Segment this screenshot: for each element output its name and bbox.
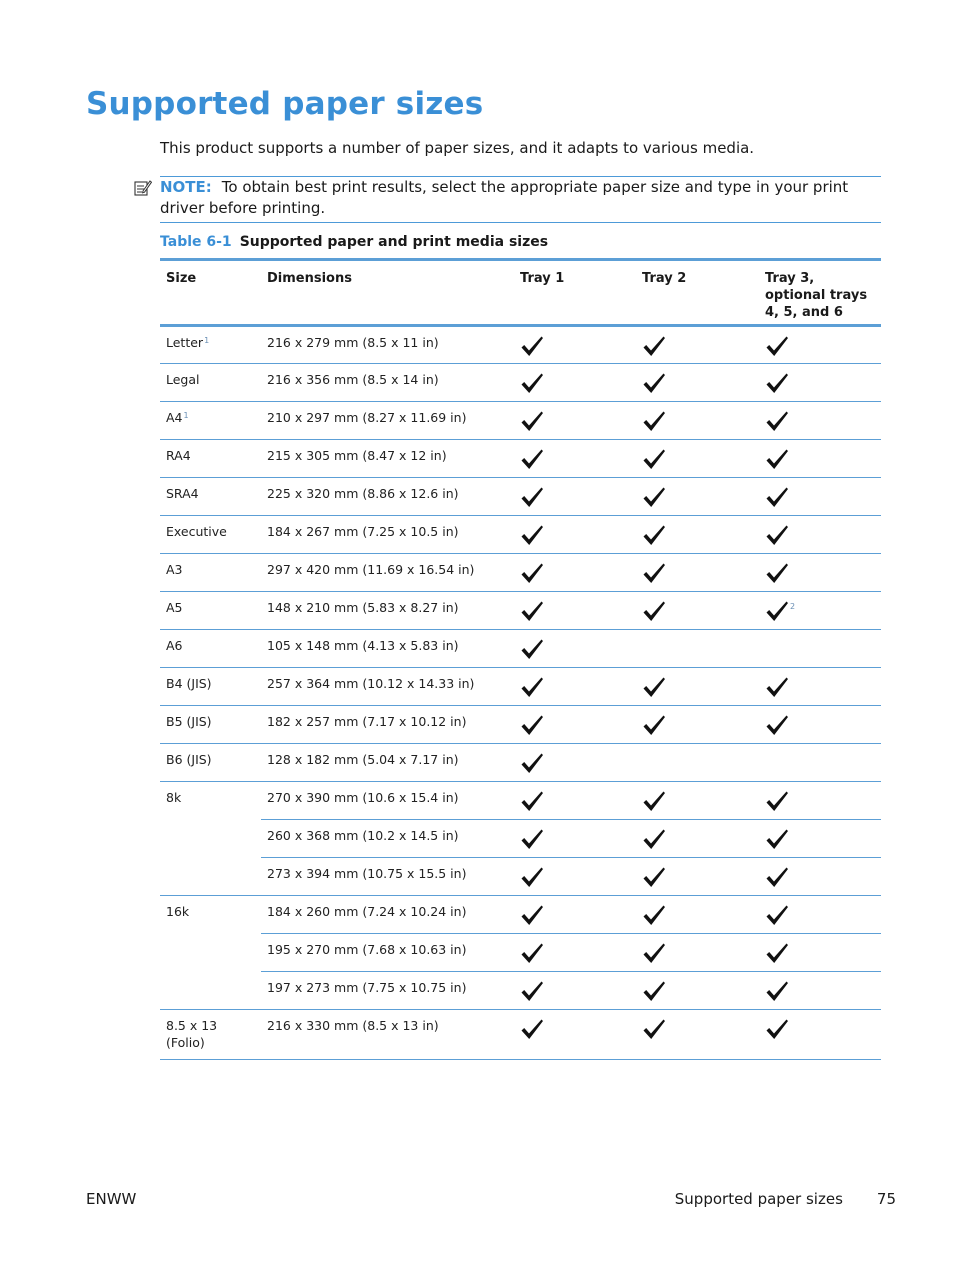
check-mark-icon <box>520 676 544 698</box>
check-mark-icon <box>520 372 544 394</box>
note-text: To obtain best print results, select the appropriate paper size and type in your print driver before printing. <box>160 178 849 217</box>
cell-tray-1 <box>514 440 636 478</box>
check-mark-icon <box>765 1018 789 1040</box>
cell-tray-2 <box>636 364 759 402</box>
note-pencil-icon <box>134 179 152 197</box>
cell-tray-1 <box>514 630 636 668</box>
cell-tray-3 <box>759 744 881 782</box>
table-row <box>160 744 881 782</box>
cell-tray-2 <box>636 554 759 592</box>
cell-dimensions: 216 x 279 mm (8.5 x 11 in) <box>261 326 514 364</box>
cell-tray-2 <box>636 592 759 630</box>
cell-tray-3 <box>759 896 881 934</box>
check-mark-icon <box>765 714 789 736</box>
check-mark-icon <box>642 524 666 546</box>
table-row <box>160 896 881 934</box>
cell-tray-1 <box>514 782 636 820</box>
cell-dimensions: 273 x 394 mm (10.75 x 15.5 in) <box>261 858 514 896</box>
cell-dimensions: 197 x 273 mm (7.75 x 10.75 in) <box>261 972 514 1010</box>
note-label: NOTE: <box>160 178 212 196</box>
check-mark-icon <box>520 1018 544 1040</box>
check-mark-icon <box>642 410 666 432</box>
cell-size <box>160 820 261 858</box>
cell-tray-1 <box>514 706 636 744</box>
cell-size <box>160 782 261 820</box>
check-mark-icon <box>765 904 789 926</box>
cell-tray-1 <box>514 668 636 706</box>
cell-tray-2 <box>636 326 759 364</box>
cell-dimensions: 257 x 364 mm (10.12 x 14.33 in) <box>261 668 514 706</box>
cell-tray-3 <box>759 592 881 630</box>
check-mark-icon <box>520 562 544 584</box>
check-mark-icon <box>765 335 789 357</box>
size-label: A5 <box>166 600 183 615</box>
intro-paragraph: This product supports a number of paper sizes, and it adapts to various media. <box>160 139 755 157</box>
check-mark-icon <box>642 448 666 470</box>
table-caption <box>160 234 548 250</box>
check-mark-icon <box>520 638 544 660</box>
table-row <box>160 516 881 554</box>
check-mark-icon <box>520 790 544 812</box>
cell-tray-2 <box>636 820 759 858</box>
cell-dimensions: 184 x 267 mm (7.25 x 10.5 in) <box>261 516 514 554</box>
check-mark-icon <box>520 448 544 470</box>
table-row <box>160 402 881 440</box>
header-size: Size <box>160 260 261 326</box>
cell-tray-3 <box>759 668 881 706</box>
check-mark-icon <box>642 828 666 850</box>
check-mark-icon <box>520 752 544 774</box>
cell-size <box>160 896 261 934</box>
check-mark-icon <box>520 524 544 546</box>
cell-tray-2 <box>636 896 759 934</box>
cell-tray-1 <box>514 1010 636 1060</box>
table-row <box>160 782 881 820</box>
page-number: 75 <box>876 1190 896 1208</box>
cell-tray-1 <box>514 744 636 782</box>
cell-size <box>160 934 261 972</box>
size-label: B6 (JIS) <box>166 752 212 767</box>
size-label: B4 (JIS) <box>166 676 212 691</box>
cell-tray-2 <box>636 782 759 820</box>
cell-size <box>160 1010 261 1060</box>
header-tray-2: Tray 2 <box>636 260 759 326</box>
cell-tray-2 <box>636 440 759 478</box>
check-mark-icon <box>642 866 666 888</box>
note-box <box>160 176 881 223</box>
cell-tray-3 <box>759 1010 881 1060</box>
cell-tray-3 <box>759 782 881 820</box>
table-row <box>160 478 881 516</box>
check-mark-icon <box>642 486 666 508</box>
check-mark-icon <box>520 600 544 622</box>
cell-tray-2 <box>636 630 759 668</box>
cell-dimensions: 210 x 297 mm (8.27 x 11.69 in) <box>261 402 514 440</box>
footnote-marker[interactable]: 2 <box>790 602 796 611</box>
cell-dimensions: 195 x 270 mm (7.68 x 10.63 in) <box>261 934 514 972</box>
cell-tray-2 <box>636 744 759 782</box>
cell-tray-2 <box>636 1010 759 1060</box>
check-mark-icon <box>520 335 544 357</box>
check-mark-icon <box>520 980 544 1002</box>
check-mark-icon <box>642 714 666 736</box>
cell-tray-1 <box>514 896 636 934</box>
cell-tray-3 <box>759 402 881 440</box>
cell-size <box>160 668 261 706</box>
cell-tray-3 <box>759 820 881 858</box>
cell-dimensions: 128 x 182 mm (5.04 x 7.17 in) <box>261 744 514 782</box>
table-row <box>160 972 881 1010</box>
table-row <box>160 934 881 972</box>
check-mark-icon <box>642 600 666 622</box>
cell-tray-1 <box>514 326 636 364</box>
cell-size <box>160 744 261 782</box>
cell-dimensions: 184 x 260 mm (7.24 x 10.24 in) <box>261 896 514 934</box>
paper-sizes-table <box>160 258 881 1060</box>
check-mark-icon <box>642 372 666 394</box>
size-label: A4 <box>166 410 183 425</box>
check-mark-icon <box>642 1018 666 1040</box>
check-mark-icon <box>765 676 789 698</box>
check-mark-icon <box>520 410 544 432</box>
check-mark-icon <box>765 524 789 546</box>
table-row <box>160 364 881 402</box>
table-caption-number: Table 6-1 <box>160 234 232 250</box>
cell-dimensions: 215 x 305 mm (8.47 x 12 in) <box>261 440 514 478</box>
cell-tray-1 <box>514 402 636 440</box>
cell-tray-3 <box>759 478 881 516</box>
table-row <box>160 554 881 592</box>
size-label: Legal <box>166 372 200 387</box>
cell-tray-1 <box>514 554 636 592</box>
check-mark-icon <box>765 410 789 432</box>
check-mark-icon <box>765 562 789 584</box>
cell-size <box>160 516 261 554</box>
table-header-row <box>160 260 881 326</box>
cell-tray-2 <box>636 668 759 706</box>
check-mark-icon <box>642 904 666 926</box>
cell-size <box>160 592 261 630</box>
cell-size <box>160 364 261 402</box>
header-tray-3: Tray 3, optional trays 4, 5, and 6 <box>759 260 881 326</box>
cell-size <box>160 858 261 896</box>
footer-section: Supported paper sizes <box>674 1190 843 1208</box>
check-mark-icon <box>520 904 544 926</box>
check-mark-icon <box>642 980 666 1002</box>
size-label: (Folio) <box>166 1035 205 1050</box>
cell-tray-1 <box>514 934 636 972</box>
size-label: 8.5 x 13 <box>166 1018 218 1033</box>
cell-tray-3 <box>759 554 881 592</box>
table-row <box>160 858 881 896</box>
cell-tray-1 <box>514 820 636 858</box>
cell-tray-2 <box>636 972 759 1010</box>
size-label: SRA4 <box>166 486 199 501</box>
cell-size <box>160 630 261 668</box>
cell-tray-3 <box>759 858 881 896</box>
check-mark-icon <box>765 790 789 812</box>
cell-tray-3 <box>759 364 881 402</box>
check-mark-icon <box>765 980 789 1002</box>
table-row <box>160 326 881 364</box>
cell-tray-3 <box>759 326 881 364</box>
cell-tray-2 <box>636 706 759 744</box>
table-body <box>160 326 881 1060</box>
check-mark-icon <box>765 448 789 470</box>
cell-dimensions: 260 x 368 mm (10.2 x 14.5 in) <box>261 820 514 858</box>
cell-tray-3 <box>759 972 881 1010</box>
size-label: A6 <box>166 638 183 653</box>
cell-dimensions: 270 x 390 mm (10.6 x 15.4 in) <box>261 782 514 820</box>
footer-left: ENWW <box>86 1190 137 1208</box>
check-mark-icon <box>765 372 789 394</box>
cell-tray-1 <box>514 972 636 1010</box>
check-mark-icon <box>642 676 666 698</box>
header-dimensions: Dimensions <box>261 260 514 326</box>
check-mark-icon <box>520 828 544 850</box>
check-mark-icon <box>520 714 544 736</box>
size-label: 8k <box>166 790 182 805</box>
check-mark-icon <box>765 942 789 964</box>
size-label: Executive <box>166 524 227 539</box>
footer-right <box>675 1190 896 1208</box>
check-mark-icon <box>765 486 789 508</box>
footnote-marker[interactable]: 1 <box>183 411 189 420</box>
size-label: RA4 <box>166 448 191 463</box>
size-label: B5 (JIS) <box>166 714 212 729</box>
check-mark-icon <box>765 866 789 888</box>
table-row <box>160 820 881 858</box>
size-label: 16k <box>166 904 190 919</box>
cell-tray-2 <box>636 516 759 554</box>
cell-dimensions: 182 x 257 mm (7.17 x 10.12 in) <box>261 706 514 744</box>
cell-tray-2 <box>636 858 759 896</box>
header-tray-1: Tray 1 <box>514 260 636 326</box>
table-row <box>160 592 881 630</box>
check-mark-icon <box>520 942 544 964</box>
footnote-marker[interactable]: 1 <box>204 336 210 345</box>
cell-tray-1 <box>514 364 636 402</box>
cell-dimensions: 105 x 148 mm (4.13 x 5.83 in) <box>261 630 514 668</box>
check-mark-icon <box>642 790 666 812</box>
table-caption-title: Supported paper and print media sizes <box>239 234 549 250</box>
cell-tray-3 <box>759 516 881 554</box>
cell-size <box>160 706 261 744</box>
cell-dimensions: 216 x 330 mm (8.5 x 13 in) <box>261 1010 514 1060</box>
cell-tray-3 <box>759 630 881 668</box>
cell-size <box>160 440 261 478</box>
cell-tray-1 <box>514 516 636 554</box>
cell-tray-1 <box>514 858 636 896</box>
cell-tray-2 <box>636 934 759 972</box>
check-mark-icon <box>765 828 789 850</box>
table-row <box>160 440 881 478</box>
cell-dimensions: 225 x 320 mm (8.86 x 12.6 in) <box>261 478 514 516</box>
table-row <box>160 630 881 668</box>
cell-tray-2 <box>636 402 759 440</box>
table-row <box>160 668 881 706</box>
check-mark-icon <box>642 335 666 357</box>
cell-size <box>160 326 261 364</box>
check-mark-icon <box>520 866 544 888</box>
cell-tray-1 <box>514 478 636 516</box>
cell-dimensions: 148 x 210 mm (5.83 x 8.27 in) <box>261 592 514 630</box>
cell-tray-3 <box>759 440 881 478</box>
page-title: Supported paper sizes <box>86 86 484 122</box>
cell-dimensions: 297 x 420 mm (11.69 x 16.54 in) <box>261 554 514 592</box>
cell-size <box>160 478 261 516</box>
size-label: A3 <box>166 562 183 577</box>
cell-tray-2 <box>636 478 759 516</box>
check-mark-icon <box>642 942 666 964</box>
size-label: Letter <box>166 335 204 350</box>
check-mark-icon <box>765 600 789 622</box>
cell-tray-3 <box>759 706 881 744</box>
check-mark-icon <box>642 562 666 584</box>
cell-size <box>160 972 261 1010</box>
table-row <box>160 1010 881 1060</box>
cell-dimensions: 216 x 356 mm (8.5 x 14 in) <box>261 364 514 402</box>
cell-size <box>160 402 261 440</box>
check-mark-icon <box>520 486 544 508</box>
table-row <box>160 706 881 744</box>
cell-size <box>160 554 261 592</box>
cell-tray-3 <box>759 934 881 972</box>
cell-tray-1 <box>514 592 636 630</box>
